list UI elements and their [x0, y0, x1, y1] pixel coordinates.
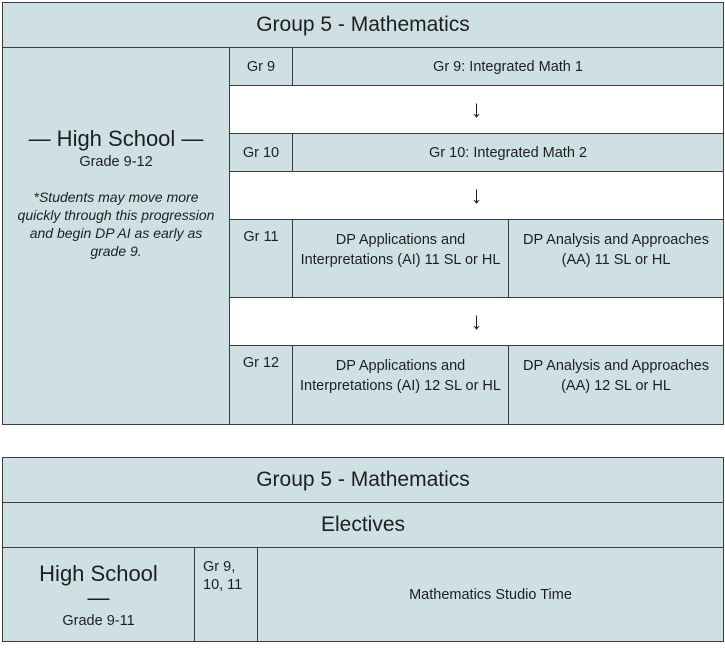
grade-label-gr9-10-11: Gr 9, 10, 11 — [195, 548, 258, 642]
grade-label-gr9: Gr 9 — [230, 48, 293, 86]
grade-range: Grade 9-12 — [79, 154, 153, 170]
course-gr11-aa: DP Analysis and Approaches (AA) 11 SL or HL — [509, 220, 724, 298]
grade-label-gr11: Gr 11 — [230, 220, 293, 298]
high-school-side-panel — [3, 48, 230, 425]
down-arrow-icon: ↓ — [230, 298, 724, 346]
course-math-studio-time: Mathematics Studio Time — [258, 548, 724, 642]
dash-divider: — — [87, 584, 110, 610]
electives-subtitle: Electives — [3, 503, 724, 548]
course-gr11-ai: DP Applications and Interpretations (AI) 11 SL or HL — [293, 220, 509, 298]
grade-range: Grade 9-11 — [62, 612, 135, 629]
course-gr12-ai: DP Applications and Interpretations (AI) 12 SL or HL — [293, 346, 509, 425]
progression-note: *Students may move more quickly through this progression and begin DP AI as early as grade 9. — [17, 189, 215, 259]
high-school-heading: High School — [39, 560, 158, 586]
course-gr12-aa: DP Analysis and Approaches (AA) 12 SL or HL — [509, 346, 724, 425]
table-title: Group 5 - Mathematics — [3, 458, 724, 503]
course-gr9: Gr 9: Integrated Math 1 — [293, 48, 724, 86]
down-arrow-icon: ↓ — [230, 172, 724, 220]
high-school-heading: — High School — — [28, 126, 204, 151]
mathematics-progression-table — [2, 2, 724, 425]
course-gr10: Gr 10: Integrated Math 2 — [293, 134, 724, 172]
mathematics-electives-table — [2, 457, 724, 642]
down-arrow-icon: ↓ — [230, 86, 724, 134]
table-title: Group 5 - Mathematics — [3, 3, 724, 48]
grade-label-gr10: Gr 10 — [230, 134, 293, 172]
grade-label-gr12: Gr 12 — [230, 346, 293, 425]
high-school-side-panel — [3, 548, 195, 642]
